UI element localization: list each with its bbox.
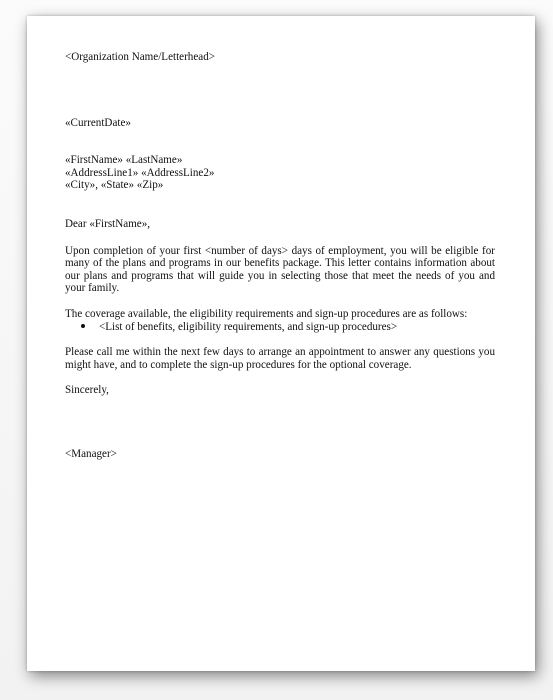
letter-page (27, 16, 535, 671)
paragraph-coverage: The coverage available, the eligibility requirements and sign-up procedures are as follows: (65, 307, 468, 320)
list-item-text: <List of benefits, eligibility requirements, and sign-up procedures> (99, 320, 398, 333)
letter-body (65, 51, 495, 461)
closing: Sincerely, (65, 384, 109, 397)
signature: <Manager> (65, 447, 117, 460)
salutation: Dear «FirstName», (65, 217, 151, 230)
list-item (65, 321, 495, 334)
recipient-address (65, 154, 495, 192)
address-line-city: «City», «State» «Zip» (65, 179, 164, 192)
paragraph-call: Please call me within the next few days to arrange an appointment to answer any questions you might have, and to complete the sign-up procedures for the optional coverage. (65, 346, 495, 371)
letter-date: «CurrentDate» (65, 116, 131, 129)
address-line-street: «AddressLine1» «AddressLine2» (65, 166, 215, 179)
address-line-name: «FirstName» «LastName» (65, 154, 183, 167)
paragraph-eligibility: Upon completion of your first <number of days> days of employment, you will be eligible for many of the plans and programs in our benefits package. This letter contains information about our plans and programs that will guide you in selecting those that meet the needs of you and your family. (65, 244, 495, 295)
bullet-icon (81, 324, 85, 328)
letterhead: <Organization Name/Letterhead> (65, 51, 215, 63)
